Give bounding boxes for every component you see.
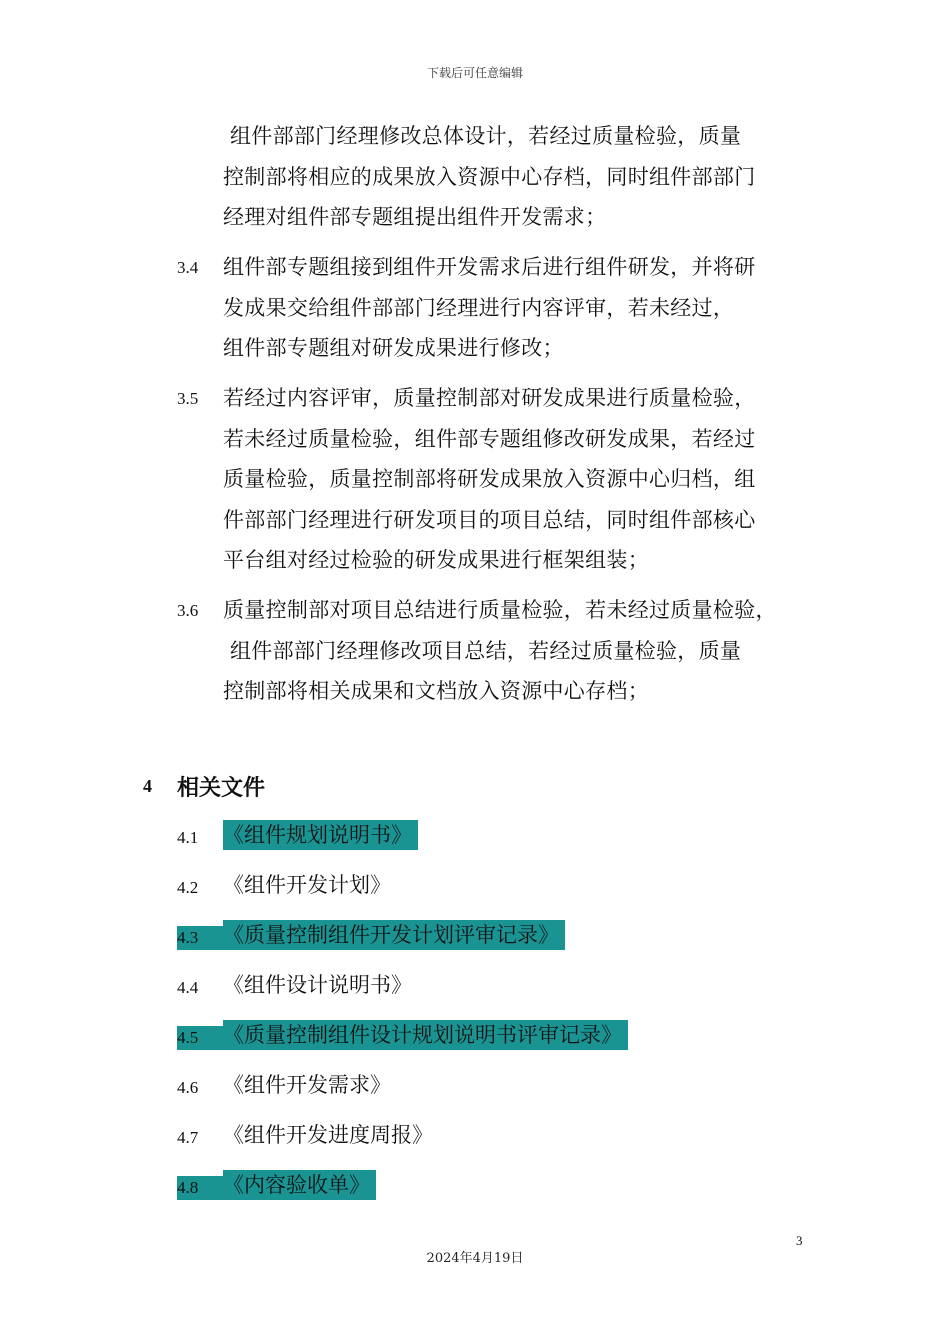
reference-number: 4.4 xyxy=(177,978,199,997)
paragraph-line: 若未经过质量检验，组件部专题组修改研发成果，若经过 xyxy=(223,426,756,451)
paragraph-line: 平台组对经过检验的研发成果进行框架组装； xyxy=(223,548,649,572)
reference-title: 《组件规划说明书》 xyxy=(223,820,418,850)
step-text xyxy=(223,590,777,712)
reference-number: 4.8 xyxy=(177,1176,223,1200)
paragraph-line: 件部部门经理进行研发项目的项目总结，同时组件部核心 xyxy=(223,507,756,532)
step-text xyxy=(223,378,756,581)
reference-number: 4.5 xyxy=(177,1026,223,1050)
section-title: 相关文件 xyxy=(177,776,266,801)
reference-title: 《内容验收单》 xyxy=(223,1170,376,1200)
reference-number: 4.7 xyxy=(177,1128,199,1147)
step-number: 3.4 xyxy=(177,258,199,277)
paragraph-line: 发成果交给组件部部门经理进行内容评审，若未经过， xyxy=(223,295,735,320)
reference-number: 4.2 xyxy=(177,878,199,897)
page-footer-date: 2024年4月19日 xyxy=(426,1251,524,1266)
step-number: 3.6 xyxy=(177,601,199,620)
paragraph-line: 若经过内容评审，质量控制部对研发成果进行质量检验， xyxy=(223,386,756,410)
continuation-paragraph xyxy=(223,116,756,238)
reference-title: 《组件设计说明书》 xyxy=(223,973,412,997)
paragraph-line: 质量检验，质量控制部将研发成果放入资源中心归档，组 xyxy=(223,467,756,491)
reference-title: 《质量控制组件开发计划评审记录》 xyxy=(223,920,565,950)
page-header: 下载后可任意编辑 xyxy=(426,66,523,80)
reference-number: 4.1 xyxy=(177,828,199,847)
reference-title: 《组件开发需求》 xyxy=(223,1073,391,1097)
section-number: 4 xyxy=(143,776,152,796)
paragraph-line: 组件部专题组对研发成果进行修改； xyxy=(223,336,564,360)
paragraph-line: 控制部将相应的成果放入资源中心存档，同时组件部部门 xyxy=(223,164,756,189)
step-number: 3.5 xyxy=(177,389,199,408)
reference-title: 《组件开发计划》 xyxy=(223,873,391,897)
reference-title: 《组件开发进度周报》 xyxy=(223,1123,433,1147)
paragraph-line: 组件部专题组接到组件开发需求后进行组件研发，并将研 xyxy=(223,255,756,279)
reference-number: 4.6 xyxy=(177,1078,199,1097)
reference-number: 4.3 xyxy=(177,926,223,950)
paragraph-line: 组件部部门经理修改总体设计，若经过质量检验，质量 xyxy=(223,124,742,148)
paragraph-line: 经理对组件部专题组提出组件开发需求； xyxy=(223,205,607,229)
paragraph-line: 质量控制部对项目总结进行质量检验，若未经过质量检验， xyxy=(223,598,777,622)
reference-title: 《质量控制组件设计规划说明书评审记录》 xyxy=(223,1020,628,1050)
paragraph-line: 控制部将相关成果和文档放入资源中心存档； xyxy=(223,679,649,703)
paragraph-line: 组件部部门经理修改项目总结，若经过质量检验，质量 xyxy=(223,638,742,663)
step-text xyxy=(223,247,756,369)
page-number: 3 xyxy=(796,1233,803,1248)
